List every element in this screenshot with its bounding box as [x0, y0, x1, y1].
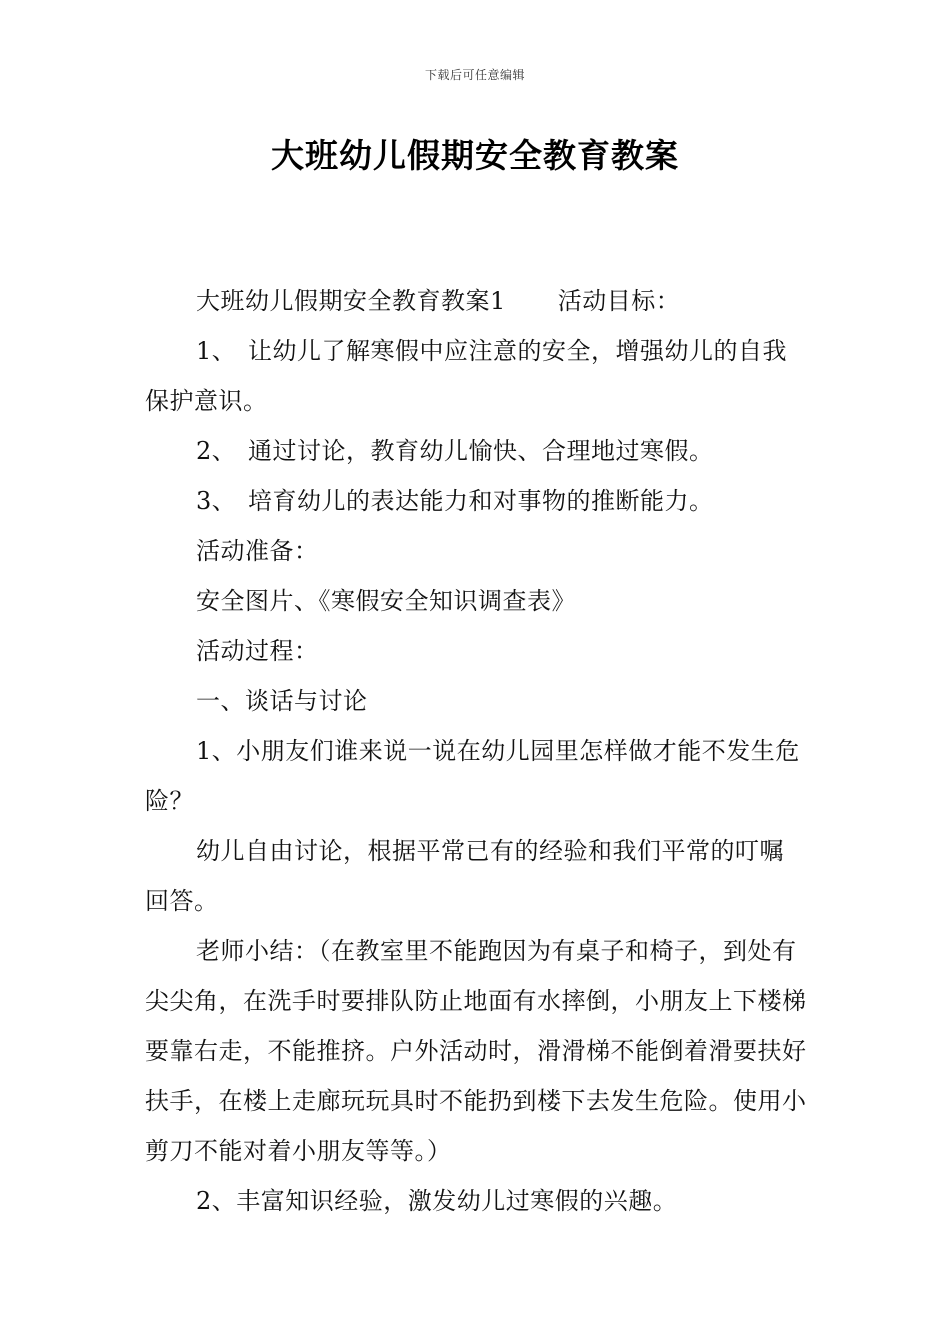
paragraph: 幼儿自由讨论，根据平常已有的经验和我们平常的叮嘱回答。: [145, 837, 784, 915]
document-title: 大班幼儿假期安全教育教案: [271, 136, 679, 175]
paragraph: 活动准备：: [196, 537, 319, 565]
goal-item: [145, 476, 807, 526]
paragraph: 1、小朋友们谁来说一说在幼儿园里怎样做才能不发生危险？: [145, 737, 800, 815]
header-note: 下载后可任意编辑: [424, 68, 525, 82]
goal-number: 3、: [196, 487, 237, 515]
paragraph: 活动过程：: [196, 637, 319, 665]
goals-heading: 活动目标：: [557, 287, 681, 315]
paragraph: 一、谈话与讨论: [196, 687, 368, 715]
goal-number: 2、: [196, 437, 237, 465]
paragraph: 安全图片、《寒假安全知识调查表》: [196, 587, 576, 615]
paragraph: 老师小结：（在教室里不能跑因为有桌子和椅子，到处有尖尖角，在洗手时要排队防止地面有水摔倒，小朋友上下楼梯要靠右走，不能推挤。户外活动时，滑滑梯不能倒着滑要扶好扶手，在楼上走廊玩玩具时不能扔到楼下去发生危险。使用小剪刀不能对着小朋友等等。）: [145, 937, 807, 1165]
intro-line: [145, 276, 807, 326]
paragraph: 2、丰富知识经验，激发幼儿过寒假的兴趣。: [196, 1187, 678, 1215]
goal-text: 让幼儿了解寒假中应注意的安全，增强幼儿的自我保护意识。: [145, 337, 787, 415]
goal-item: [145, 326, 807, 426]
goal-item: [145, 426, 807, 476]
intro-subtitle: 大班幼儿假期安全教育教案1: [196, 287, 506, 315]
goal-text: 通过讨论，教育幼儿愉快、合理地过寒假。: [248, 437, 714, 465]
document-body: [145, 276, 807, 1226]
goal-text: 培育幼儿的表达能力和对事物的推断能力。: [248, 487, 714, 515]
goal-number: 1、: [196, 337, 237, 365]
